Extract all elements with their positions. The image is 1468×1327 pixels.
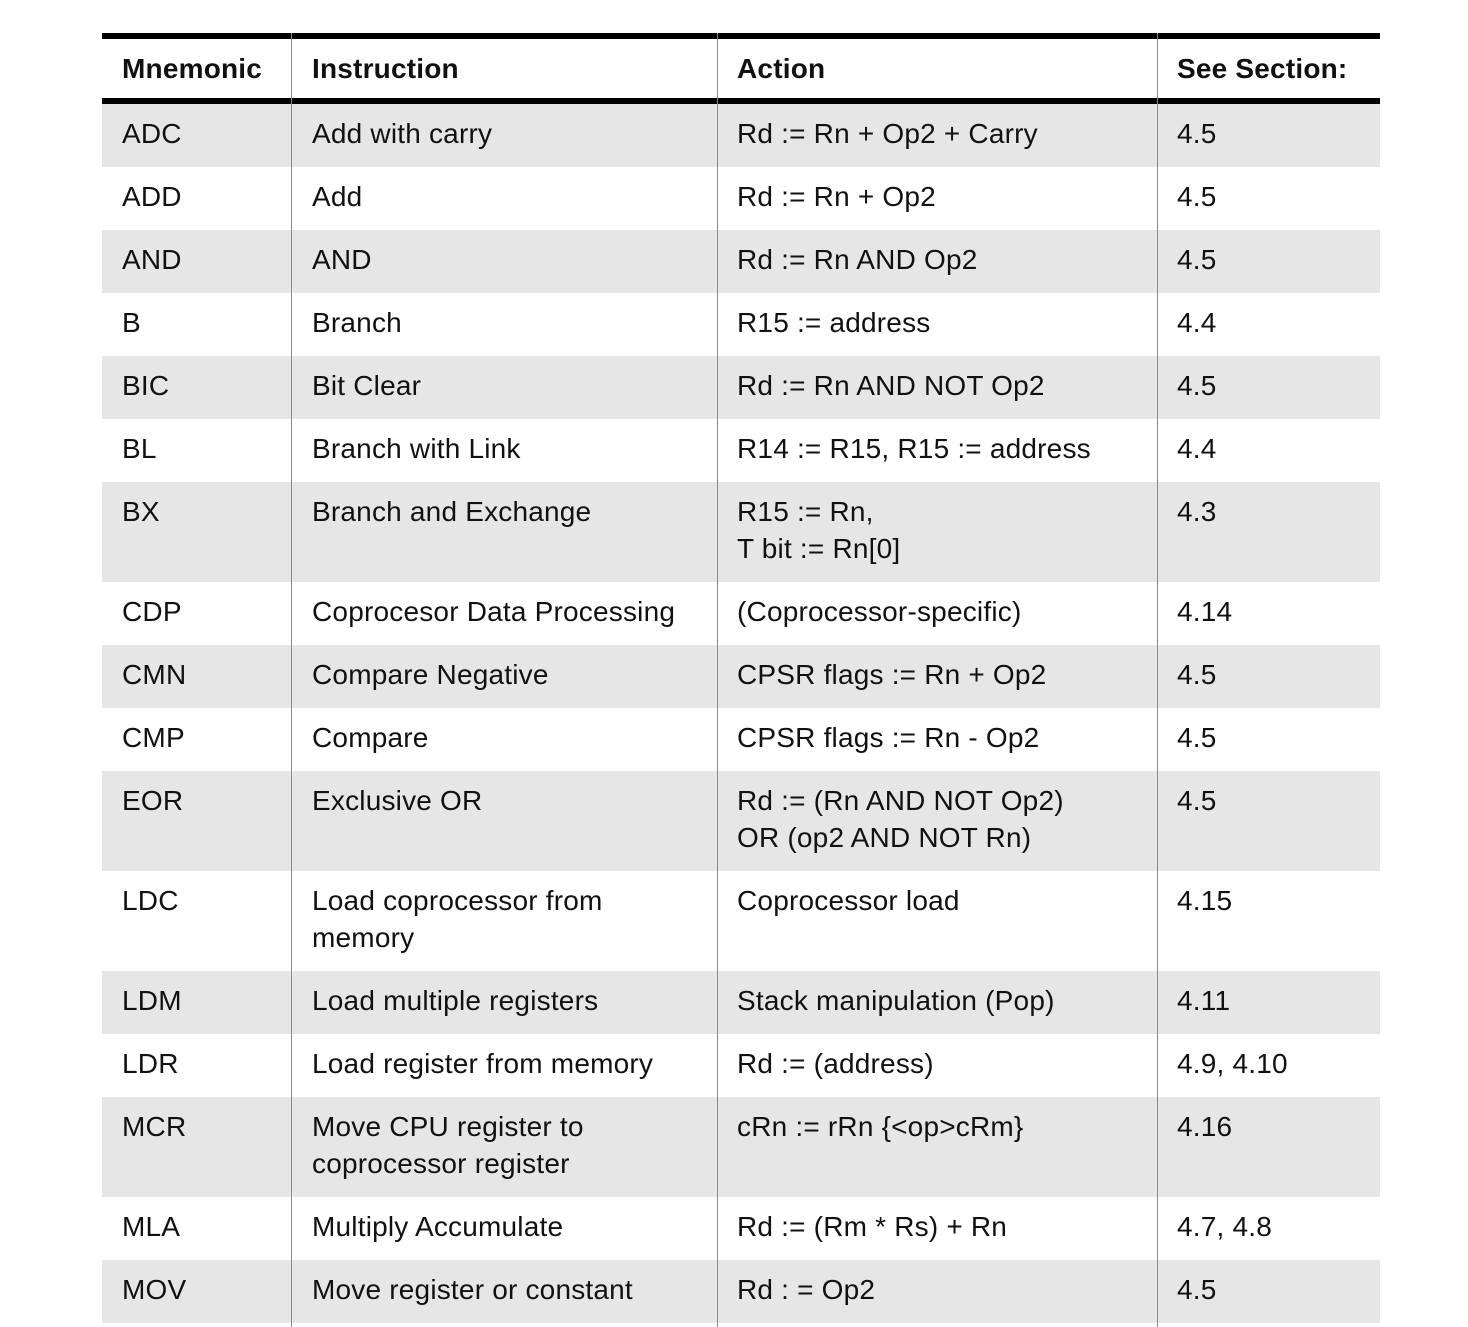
cell-action-line: R15 := Rn, — [737, 496, 874, 527]
cell-section: 4.5 — [1177, 1274, 1217, 1305]
cell-section: 4.14 — [1177, 596, 1233, 627]
cell-instruction-line: Branch and Exchange — [312, 496, 592, 527]
cell-instruction-line: Move register or constant — [312, 1274, 633, 1305]
cell-instruction-line: Compare Negative — [312, 659, 549, 690]
column-divider — [291, 33, 292, 1327]
cell-mnemonic: ADD — [122, 181, 182, 212]
cell-mnemonic: BL — [122, 433, 157, 464]
column-divider — [1157, 33, 1158, 1327]
cell-section: 4.5 — [1177, 118, 1217, 149]
cell-section: 4.5 — [1177, 659, 1217, 690]
cell-section: 4.5 — [1177, 785, 1217, 816]
cell-mnemonic: B — [122, 307, 141, 338]
table-row — [102, 167, 1380, 230]
cell-action-line: CPSR flags := Rn - Op2 — [737, 722, 1040, 753]
cell-section: 4.4 — [1177, 307, 1217, 338]
cell-action — [717, 1260, 1157, 1323]
cell-instruction-line: Multiply Accumulate — [312, 1211, 564, 1242]
cell-section: 4.5 — [1177, 722, 1217, 753]
cell-mnemonic: LDR — [122, 1048, 179, 1079]
cell-mnemonic: MLA — [122, 1211, 181, 1242]
cell-instruction-line: Load register from memory — [312, 1048, 654, 1079]
cell-mnemonic: CMP — [122, 722, 185, 753]
table-row — [102, 419, 1380, 482]
cell-action — [717, 582, 1157, 645]
table-header-row — [102, 39, 1380, 98]
cell-action-line: Rd := Rn AND Op2 — [737, 244, 978, 275]
cell-action-line: (Coprocessor-specific) — [737, 596, 1022, 627]
cell-instruction — [292, 1260, 717, 1323]
cell-mnemonic: LDM — [122, 985, 182, 1016]
cell-instruction-line: Add — [312, 181, 363, 212]
cell-instruction-line: AND — [312, 244, 372, 275]
cell-action-line: Coprocessor load — [737, 885, 960, 916]
cell-action-line: CPSR flags := Rn + Op2 — [737, 659, 1047, 690]
cell-instruction-line: Add with carry — [312, 118, 493, 149]
header-section: See Section: — [1177, 53, 1348, 84]
cell-section: 4.5 — [1177, 370, 1217, 401]
cell-instruction-line: Coprocesor Data Processing — [312, 596, 676, 627]
cell-instruction — [292, 971, 717, 1034]
table-row — [102, 1260, 1380, 1323]
cell-action-line: OR (op2 AND NOT Rn) — [737, 822, 1032, 853]
table-row — [102, 582, 1380, 645]
cell-action — [717, 971, 1157, 1034]
cell-action-line: Rd := (Rm * Rs) + Rn — [737, 1211, 1008, 1242]
cell-action-line: R15 := address — [737, 307, 931, 338]
cell-section: 4.11 — [1177, 985, 1231, 1016]
table-row — [102, 104, 1380, 167]
cell-instruction — [292, 582, 717, 645]
cell-mnemonic: AND — [122, 244, 182, 275]
cell-instruction — [292, 167, 717, 230]
cell-action-line: Rd := (address) — [737, 1048, 934, 1079]
header-instruction: Instruction — [312, 53, 459, 84]
cell-action — [717, 1034, 1157, 1097]
cell-action-line: Stack manipulation (Pop) — [737, 985, 1055, 1016]
cell-section: 4.16 — [1177, 1111, 1233, 1142]
cell-action-line: Rd := Rn + Op2 — [737, 181, 936, 212]
cell-instruction — [292, 356, 717, 419]
cell-mnemonic: MOV — [122, 1274, 187, 1305]
cell-instruction — [292, 645, 717, 708]
cell-action — [717, 771, 1157, 871]
cell-mnemonic: MCR — [122, 1111, 187, 1142]
header-mnemonic: Mnemonic — [122, 53, 263, 84]
cell-mnemonic: CDP — [122, 596, 182, 627]
cell-action — [717, 1097, 1157, 1197]
cell-action — [717, 104, 1157, 167]
cell-action-line: Rd := Rn + Op2 + Carry — [737, 118, 1038, 149]
cell-action — [717, 645, 1157, 708]
cell-action — [717, 293, 1157, 356]
cell-mnemonic: ADC — [122, 118, 182, 149]
cell-action — [717, 230, 1157, 293]
cell-action-line: R14 := R15, R15 := address — [737, 433, 1091, 464]
cell-action-line: Rd := (Rn AND NOT Op2) — [737, 785, 1064, 816]
cell-instruction — [292, 419, 717, 482]
header-action: Action — [737, 53, 826, 84]
cell-instruction-line: Move CPU register to — [312, 1111, 584, 1142]
cell-mnemonic: BIC — [122, 370, 170, 401]
cell-instruction-line: coprocessor register — [312, 1148, 570, 1179]
table-row — [102, 1034, 1380, 1097]
cell-instruction-line: Load coprocessor from — [312, 885, 603, 916]
cell-action — [717, 1197, 1157, 1260]
cell-action — [717, 708, 1157, 771]
cell-instruction — [292, 771, 717, 871]
cell-action — [717, 167, 1157, 230]
cell-instruction — [292, 293, 717, 356]
cell-instruction-line: Compare — [312, 722, 429, 753]
cell-action — [717, 356, 1157, 419]
cell-instruction — [292, 1097, 717, 1197]
cell-section: 4.5 — [1177, 181, 1217, 212]
cell-action — [717, 871, 1157, 971]
cell-instruction — [292, 482, 717, 582]
table-row — [102, 771, 1380, 871]
cell-action-line: Rd := Rn AND NOT Op2 — [737, 370, 1045, 401]
cell-instruction-line: Branch — [312, 307, 402, 338]
cell-instruction — [292, 104, 717, 167]
cell-section: 4.9, 4.10 — [1177, 1048, 1288, 1079]
cell-instruction — [292, 871, 717, 971]
cell-instruction-line: Bit Clear — [312, 370, 422, 401]
cell-section: 4.4 — [1177, 433, 1217, 464]
cell-mnemonic: EOR — [122, 785, 184, 816]
table-body — [102, 104, 1380, 1323]
table-row — [102, 482, 1380, 582]
table-row — [102, 871, 1380, 971]
cell-section: 4.3 — [1177, 496, 1217, 527]
cell-instruction — [292, 230, 717, 293]
cell-action-line: Rd : = Op2 — [737, 1274, 876, 1305]
instruction-table — [102, 33, 1380, 1323]
table-row — [102, 708, 1380, 771]
cell-instruction-line: Branch with Link — [312, 433, 521, 464]
cell-section: 4.5 — [1177, 244, 1217, 275]
cell-instruction — [292, 1197, 717, 1260]
cell-section: 4.7, 4.8 — [1177, 1211, 1273, 1242]
cell-instruction — [292, 1034, 717, 1097]
table-row — [102, 645, 1380, 708]
cell-instruction-line: memory — [312, 922, 415, 953]
cell-action — [717, 482, 1157, 582]
cell-instruction-line: Load multiple registers — [312, 985, 599, 1016]
table-row — [102, 356, 1380, 419]
cell-instruction — [292, 708, 717, 771]
table-row — [102, 230, 1380, 293]
table-row — [102, 1097, 1380, 1197]
cell-instruction-line: Exclusive OR — [312, 785, 483, 816]
table-row — [102, 971, 1380, 1034]
column-divider — [717, 33, 718, 1327]
cell-mnemonic: CMN — [122, 659, 187, 690]
cell-action-line: T bit := Rn[0] — [737, 533, 901, 564]
cell-mnemonic: BX — [122, 496, 160, 527]
cell-action — [717, 419, 1157, 482]
cell-action-line: cRn := rRn {<op>cRm} — [737, 1111, 1024, 1142]
table-row — [102, 1197, 1380, 1260]
table-row — [102, 293, 1380, 356]
cell-mnemonic: LDC — [122, 885, 179, 916]
cell-section: 4.15 — [1177, 885, 1233, 916]
